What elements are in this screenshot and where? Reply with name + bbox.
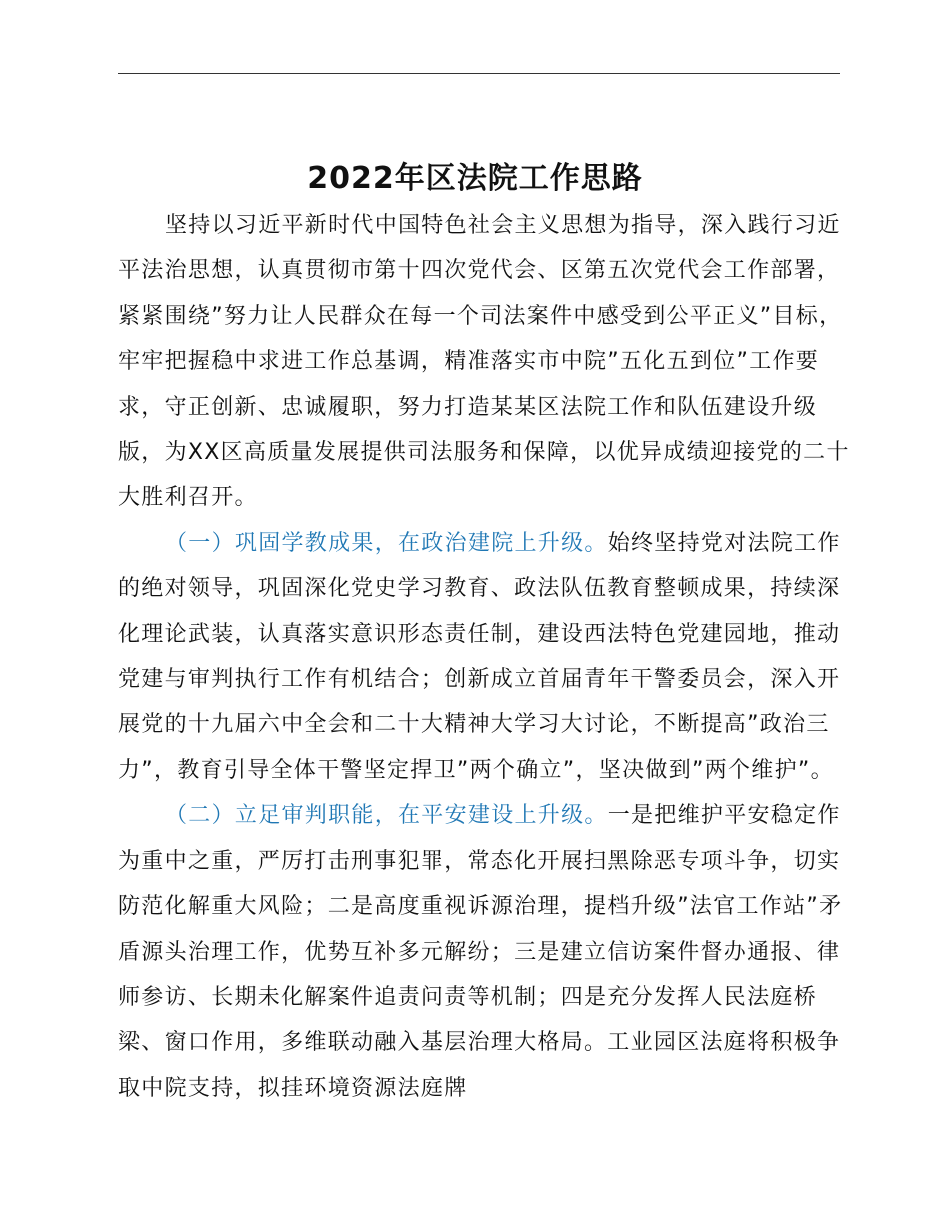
section-1-heading: （一）巩固学教成果，在政治建院上升级。 <box>165 530 608 556</box>
section-2-paragraph <box>118 793 863 1111</box>
section-2-heading: （二）立足审判职能，在平安建设上升级。 <box>165 803 608 829</box>
document-title: 2022年区法院工作思路 <box>307 161 643 197</box>
header-rule <box>118 73 840 74</box>
section-1-body: 始终坚持党对法院工作的绝对领导，巩固深化党史学习教育、政法队伍教育整顿成果，持续深化理论武装，认真落实意识形态责任制，建设西法特色党建园地，推动党建与审判执行工作有机结合；创新成立首届青年干警委员会，深入开展党的十九届六中全会和二十大精神大学习大讨论，不断提高”政治三力”，教育引导全体干警坚定捍卫”两个确立”，坚决做到”两个维护”。 <box>118 530 841 783</box>
document-body <box>118 203 863 1111</box>
section-2-body: 一是把维护平安稳定作为重中之重，严厉打击刑事犯罪，常态化开展扫黑除恶专项斗争，切实防范化解重大风险；二是高度重视诉源治理，提档升级”法官工作站”矛盾源头治理工作，优势互补多元解纷；三是建立信访案件督办通报、律师参访、长期未化解案件追责问责等机制；四是充分发挥人民法庭桥梁、窗口作用，多维联动融入基层治理大格局。工业园区法庭将积极争取中院支持，拟挂环境资源法庭牌 <box>118 803 843 1101</box>
section-1-paragraph <box>118 521 863 793</box>
intro-paragraph: 坚持以习近平新时代中国特色社会主义思想为指导，深入践行习近平法治思想，认真贯彻市第十四次党代会、区第五次党代会工作部署，紧紧围绕”努力让人民群众在每一个司法案件中感受到公平正义”目标，牢牢把握稳中求进工作总基调，精准落实市中院”五化五到位”工作要求，守正创新、忠诚履职，努力打造某某区法院工作和队伍建设升级版，为XX区高质量发展提供司法服务和保障，以优异成绩迎接党的二十大胜利召开。 <box>118 213 850 511</box>
